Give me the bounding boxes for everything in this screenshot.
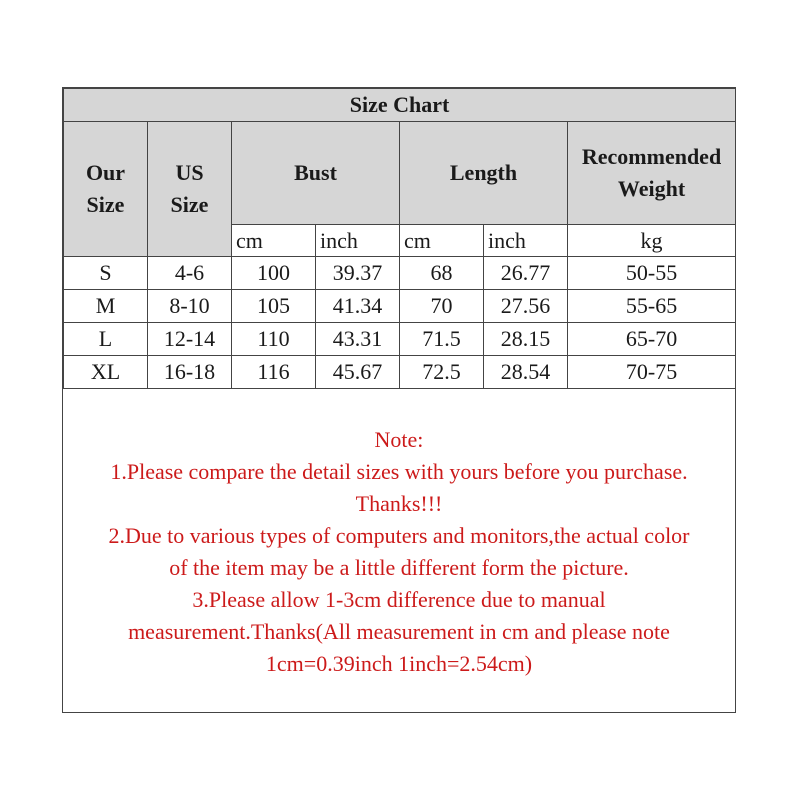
unit-weight-kg: kg bbox=[568, 225, 736, 257]
cell-our-size: L bbox=[64, 323, 148, 356]
size-chart-table bbox=[63, 88, 736, 389]
unit-bust-inch: inch bbox=[316, 225, 400, 257]
cell-us-size: 12-14 bbox=[148, 323, 232, 356]
table-row bbox=[64, 290, 736, 323]
cell-length-inch: 28.54 bbox=[484, 356, 568, 389]
size-chart-sheet bbox=[62, 87, 736, 713]
cell-our-size: M bbox=[64, 290, 148, 323]
cell-us-size: 16-18 bbox=[148, 356, 232, 389]
cell-us-size: 4-6 bbox=[148, 257, 232, 290]
note-line: measurement.Thanks(All measurement in cm and please note bbox=[128, 619, 670, 644]
cell-bust-cm: 116 bbox=[232, 356, 316, 389]
cell-length-inch: 28.15 bbox=[484, 323, 568, 356]
header-bust: Bust bbox=[232, 122, 400, 225]
note-heading: Note: bbox=[374, 427, 424, 452]
cell-bust-inch: 45.67 bbox=[316, 356, 400, 389]
unit-bust-cm: cm bbox=[232, 225, 316, 257]
table-row bbox=[64, 323, 736, 356]
header-length: Length bbox=[400, 122, 568, 225]
header-recommended-weight: Recommended Weight bbox=[568, 122, 736, 225]
unit-length-cm: cm bbox=[400, 225, 484, 257]
cell-our-size: XL bbox=[64, 356, 148, 389]
cell-length-cm: 71.5 bbox=[400, 323, 484, 356]
cell-weight: 70-75 bbox=[568, 356, 736, 389]
note-line: Thanks!!! bbox=[355, 491, 443, 516]
cell-bust-cm: 110 bbox=[232, 323, 316, 356]
cell-length-cm: 70 bbox=[400, 290, 484, 323]
cell-length-cm: 72.5 bbox=[400, 356, 484, 389]
note-line: 2.Due to various types of computers and monitors,the actual color bbox=[108, 523, 690, 548]
cell-us-size: 8-10 bbox=[148, 290, 232, 323]
note-line: 3.Please allow 1-3cm difference due to manual bbox=[192, 587, 606, 612]
table-row bbox=[64, 257, 736, 290]
cell-bust-inch: 39.37 bbox=[316, 257, 400, 290]
note-line: 1cm=0.39inch 1inch=2.54cm) bbox=[265, 651, 533, 676]
cell-length-cm: 68 bbox=[400, 257, 484, 290]
size-note bbox=[63, 424, 735, 680]
note-line: of the item may be a little different form the picture. bbox=[169, 555, 629, 580]
cell-bust-inch: 43.31 bbox=[316, 323, 400, 356]
note-line: 1.Please compare the detail sizes with yours before you purchase. bbox=[110, 459, 688, 484]
cell-length-inch: 27.56 bbox=[484, 290, 568, 323]
cell-weight: 55-65 bbox=[568, 290, 736, 323]
cell-our-size: S bbox=[64, 257, 148, 290]
cell-bust-cm: 105 bbox=[232, 290, 316, 323]
unit-length-inch: inch bbox=[484, 225, 568, 257]
cell-bust-inch: 41.34 bbox=[316, 290, 400, 323]
header-our-size: Our Size bbox=[64, 122, 148, 257]
header-us-size: US Size bbox=[148, 122, 232, 257]
cell-weight: 50-55 bbox=[568, 257, 736, 290]
cell-length-inch: 26.77 bbox=[484, 257, 568, 290]
table-row bbox=[64, 356, 736, 389]
table-title: Size Chart bbox=[64, 89, 736, 122]
cell-bust-cm: 100 bbox=[232, 257, 316, 290]
cell-weight: 65-70 bbox=[568, 323, 736, 356]
